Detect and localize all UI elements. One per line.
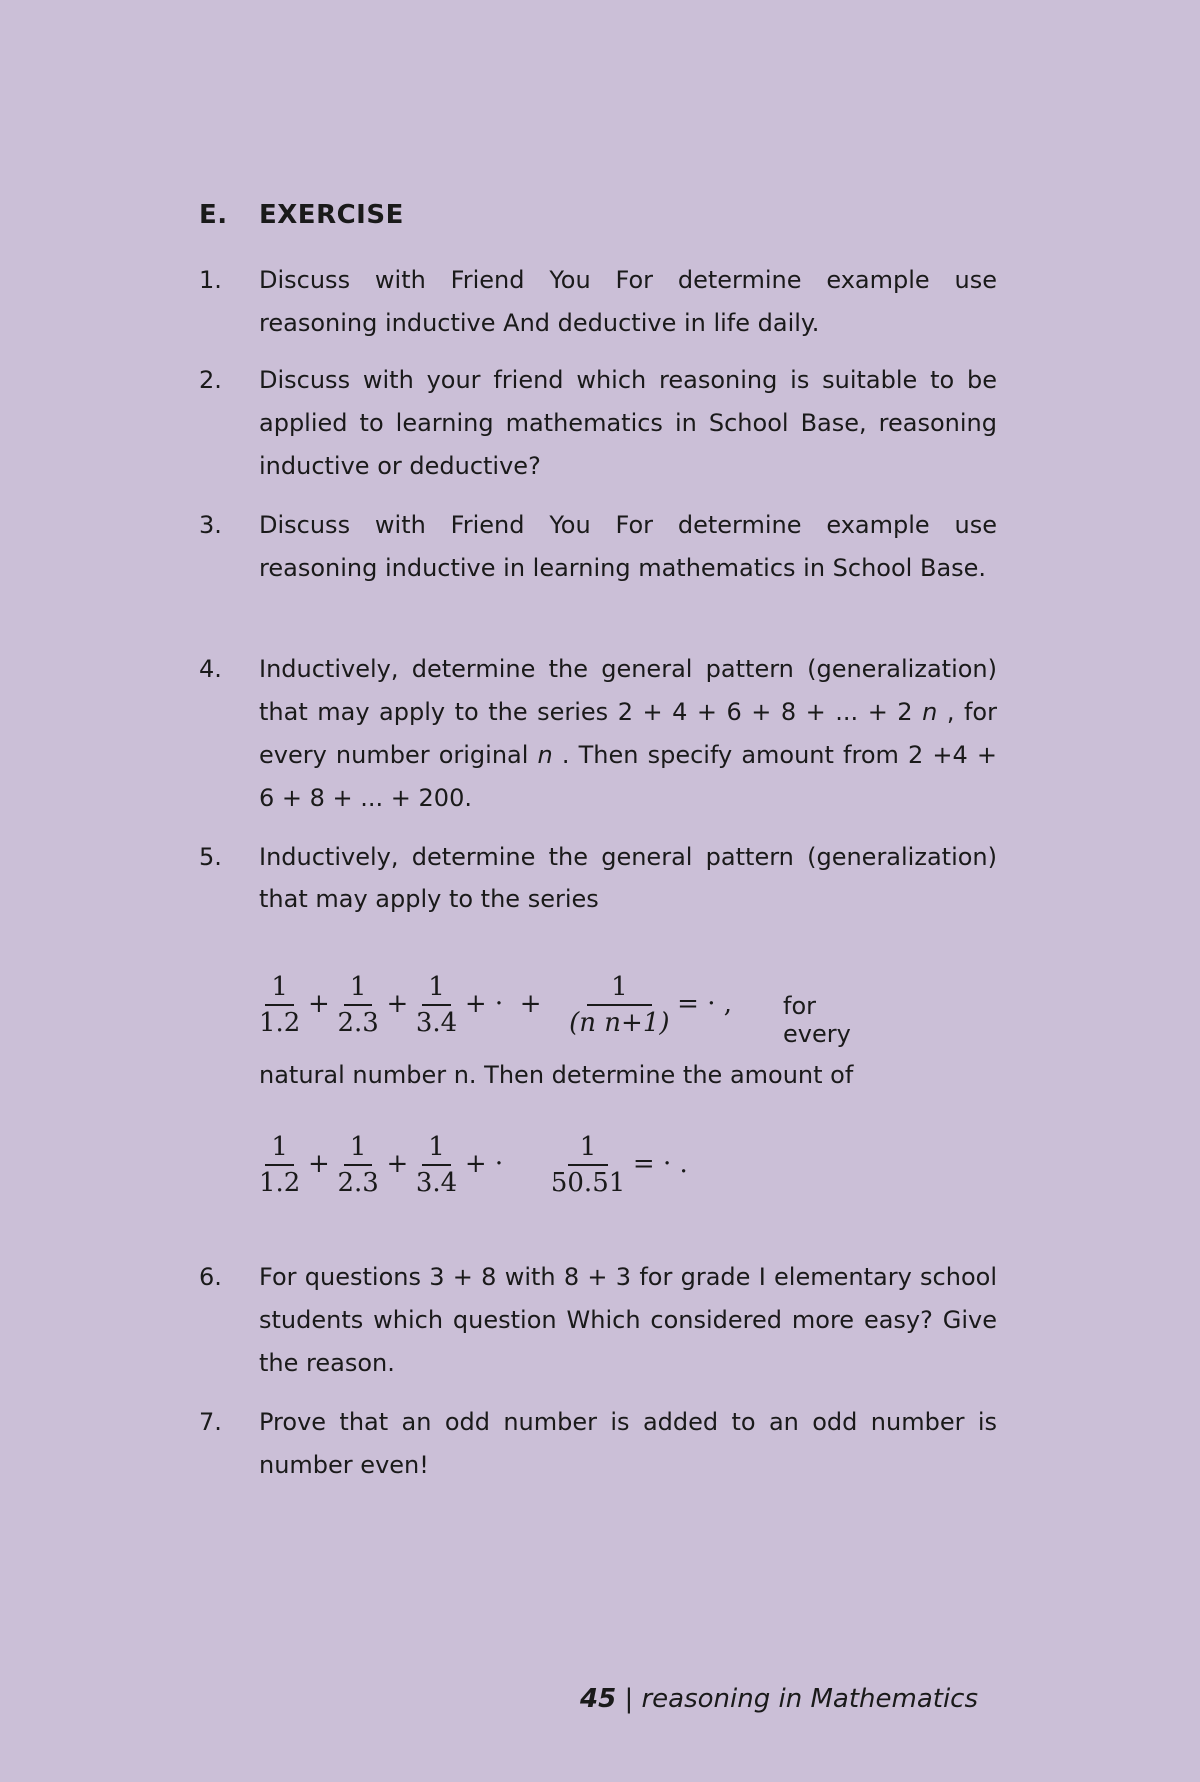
exercise-item-1 <box>199 259 999 345</box>
exercise-item-2 <box>199 359 999 488</box>
item-text: Inductively, determine the general pattern (generalization) that may apply to the series <box>259 843 997 913</box>
item-number: 2. <box>199 366 222 394</box>
item-number: 5. <box>199 843 222 871</box>
series-formula-2: $\frac{1}{1.2}$ + $\frac{1}{2.3}$ + $\frac{1}{3.4}$ + · $\frac{1}{50.51}$ = · . <box>259 1132 688 1198</box>
series-formula-1: $\frac{1}{1.2}$ + $\frac{1}{2.3}$ + $\frac{1}{3.4}$ + · + $\frac{1}{\text{(n n+1)}}$ = · , for every <box>259 970 999 1040</box>
item-number: 3. <box>199 511 222 539</box>
fraction: $\frac{1}{2.3}$ <box>337 972 379 1038</box>
page-number: 45 <box>580 1684 617 1714</box>
section-title: EXERCISE <box>259 200 404 230</box>
variable-n: n <box>922 698 938 726</box>
item-5-continuation <box>199 1058 999 1092</box>
item-number: 7. <box>199 1408 222 1436</box>
item-text: natural number n. Then determine the amount of <box>259 1061 854 1089</box>
item-number: 1. <box>199 266 222 294</box>
variable-n: n <box>537 741 553 769</box>
fraction: $\frac{1}{3.4}$ <box>415 972 458 1038</box>
page-footer: 45 | reasoning in Mathematics <box>580 1684 979 1714</box>
item-text: Discuss with Friend You For determine example use reasoning inductive in learning mathematics in School Base. <box>259 511 997 582</box>
fraction: $\frac{1}{\text{(n n+1)}}$ <box>569 972 670 1038</box>
exercise-item-7 <box>199 1401 999 1487</box>
item-text: Discuss with your friend which reasoning is suitable to be applied to learning mathematics in School Base, reasoning inductive or deductive? <box>259 366 997 480</box>
fraction: $\frac{1}{2.3}$ <box>337 1132 379 1198</box>
exercise-item-3 <box>199 504 999 590</box>
section-heading <box>199 200 404 230</box>
item-number: 6. <box>199 1263 222 1291</box>
formula-tail: for every <box>783 992 851 1048</box>
item-text: Discuss with Friend You For determine example use reasoning inductive And deductive in life daily. <box>259 266 997 337</box>
item-text: Inductively, determine the general pattern (generalization) that may apply to the series 2 + 4 + 6 + 8 + ... + 2 n , for every number original n . Then specify amount from 2 +4 + 6 + 8 + ... + 200. <box>259 655 997 812</box>
fraction: $\frac{1}{50.51}$ <box>550 1132 626 1198</box>
exercise-item-4 <box>199 648 999 820</box>
section-letter: E. <box>199 200 228 230</box>
exercise-item-5 <box>199 836 999 920</box>
footer-title: reasoning in Mathematics <box>641 1684 979 1714</box>
item-text: For questions 3 + 8 with 8 + 3 for grade I elementary school students which question Which considered more easy? Give the reason. <box>259 1263 997 1377</box>
item-text: Prove that an odd number is added to an odd number is number even! <box>259 1408 997 1479</box>
exercise-item-6 <box>199 1256 999 1385</box>
fraction: $\frac{1}{1.2}$ <box>259 972 301 1038</box>
fraction: $\frac{1}{1.2}$ <box>259 1132 301 1198</box>
fraction: $\frac{1}{3.4}$ <box>415 1132 458 1198</box>
item-number: 4. <box>199 655 222 683</box>
